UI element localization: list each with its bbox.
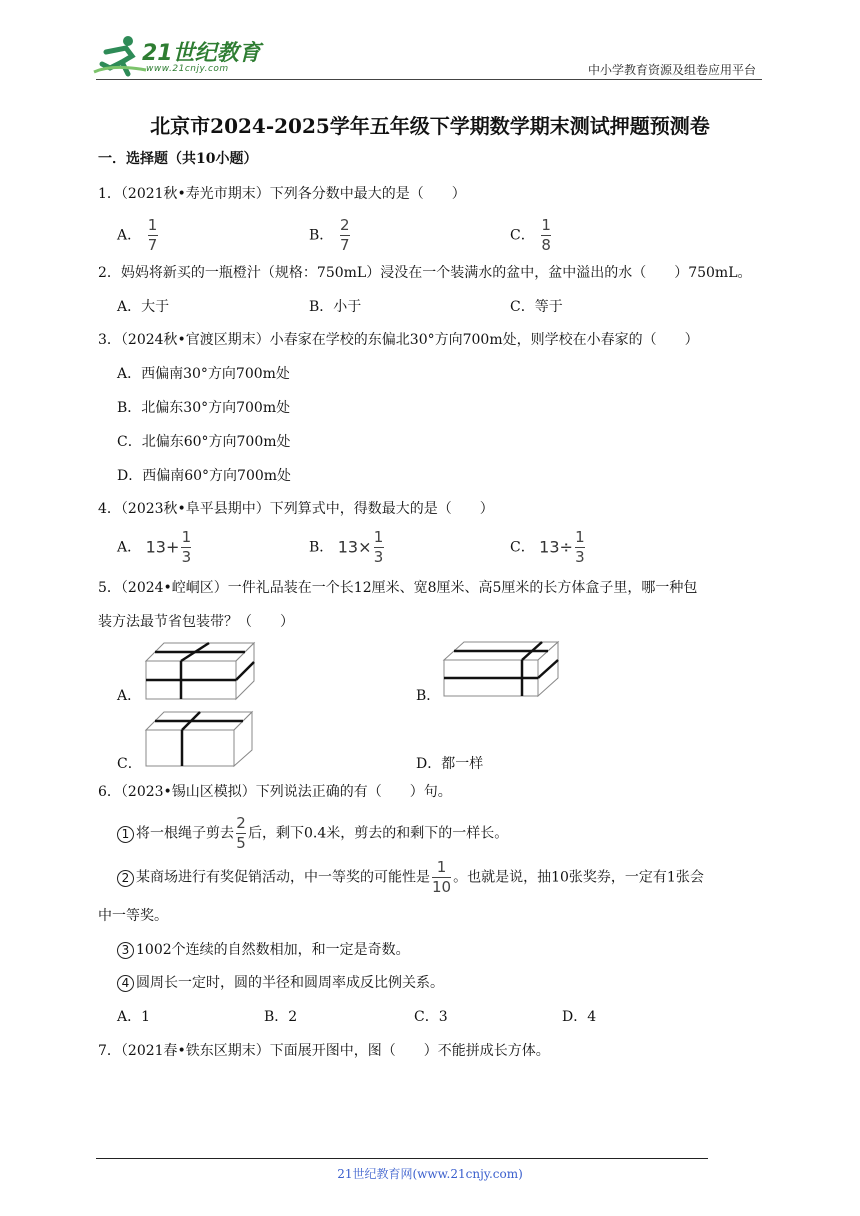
q1-option-c[interactable]: C． $\frac{1}{8}$ xyxy=(510,216,551,254)
box-cross-wrap-figure-a xyxy=(144,641,256,701)
q6-statement-2: 2 某商场进行有奖促销活动，中一等奖的可能性是 $\frac{1}{10}$ 。也就是说，抽10张奖券，一定有1张会 xyxy=(117,860,704,895)
fraction: $\frac{2}{5}$ xyxy=(236,814,246,852)
fraction: $\frac{2}{7}$ xyxy=(339,216,350,254)
q6-statement-3: 3 1002个连续的自然数相加，和一定是奇数。 xyxy=(117,940,410,960)
box-cross-wrap-figure-c xyxy=(144,710,254,768)
box-cross-wrap-figure-b xyxy=(442,640,560,698)
fraction: $\frac{1}{3}$ xyxy=(181,528,192,566)
q4-option-c[interactable]: C． 13÷ $\frac{1}{3}$ xyxy=(510,528,585,566)
footer-text[interactable]: 21世纪教育网(www.21cnjy.com) xyxy=(337,1167,523,1181)
q5-option-d[interactable]: D．都一样 xyxy=(416,756,484,772)
q2-option-c[interactable]: C．等于 xyxy=(510,299,563,315)
fraction: $\frac{1}{7}$ xyxy=(147,216,158,254)
q6-option-c[interactable]: C．3 xyxy=(414,1009,448,1025)
circled-number: 4 xyxy=(117,975,134,992)
footer-rule xyxy=(96,1158,708,1159)
fraction: $\frac{1}{8}$ xyxy=(541,216,551,254)
question-1: 1．（2021秋•寿光市期末）下列各分数中最大的是（ ） xyxy=(98,186,466,202)
q5-option-b[interactable]: B． xyxy=(416,688,441,704)
q1-option-a[interactable]: A． $\frac{1}{7}$ xyxy=(117,216,158,254)
q1-option-b[interactable]: B． $\frac{2}{7}$ xyxy=(309,216,350,254)
fraction: $\frac{1}{3}$ xyxy=(575,528,585,566)
q6-statement-1: 1 将一根绳子剪去 $\frac{2}{5}$ 后，剩下0.4米，剪去的和剩下的一样长。 xyxy=(117,816,508,851)
question-5-line-1: 5．（2024•崆峒区）一件礼品装在一个长12厘米、宽8厘米、高5厘米的长方体盒子里，哪一种包 xyxy=(98,580,698,596)
question-2: 2．妈妈将新买的一瓶橙汁（规格：750mL）浸没在一个装满水的盆中，盆中溢出的水（ ）750mL。 xyxy=(98,265,752,281)
q6-statement-2-cont: 中一等奖。 xyxy=(98,908,168,924)
q3-option-c[interactable]: C．北偏东60°方向700m处 xyxy=(117,434,291,450)
logo-text: 21世纪教育 xyxy=(142,41,261,66)
logo-url: www.21cnjy.com xyxy=(146,64,229,74)
page-title: 北京市2024-2025学年五年级下学期数学期末测试押题预测卷 xyxy=(150,114,710,138)
q6-option-d[interactable]: D．4 xyxy=(562,1009,597,1025)
header-logo xyxy=(92,34,262,78)
question-3: 3．（2024秋•官渡区期末）小春家在学校的东偏北30°方向700m处，则学校在小春家的（ ） xyxy=(98,332,699,348)
q6-option-a[interactable]: A．1 xyxy=(117,1009,151,1025)
fraction: $\frac{1}{3}$ xyxy=(373,528,384,566)
question-7: 7．（2021春•铁东区期末）下面展开图中，图（ ）不能拼成长方体。 xyxy=(98,1043,550,1059)
circled-number: 1 xyxy=(117,826,134,843)
q3-option-b[interactable]: B．北偏东30°方向700m处 xyxy=(117,400,291,416)
section-heading: 一．选择题（共10小题） xyxy=(98,151,258,167)
runner-logo-icon xyxy=(92,34,148,78)
question-4: 4．（2023秋•阜平县期中）下列算式中，得数最大的是（ ） xyxy=(98,501,494,517)
q3-option-a[interactable]: A．西偏南30°方向700m处 xyxy=(117,366,290,382)
fraction: $\frac{1}{10}$ xyxy=(432,858,452,896)
question-6: 6．（2023•锡山区模拟）下列说法正确的有（ ）句。 xyxy=(98,784,452,800)
q5-option-c[interactable]: C． xyxy=(117,756,142,772)
q2-option-b[interactable]: B．小于 xyxy=(309,299,362,315)
q3-option-d[interactable]: D．西偏南60°方向700m处 xyxy=(117,468,292,484)
question-5-line-2: 装方法最节省包装带？（ ） xyxy=(98,614,294,630)
header-rule xyxy=(96,79,762,80)
q6-option-b[interactable]: B．2 xyxy=(264,1009,298,1025)
circled-number: 3 xyxy=(117,942,134,959)
q4-option-b[interactable]: B． 13× $\frac{1}{3}$ xyxy=(309,528,384,566)
circled-number: 2 xyxy=(117,870,134,887)
q5-option-a[interactable]: A． xyxy=(117,688,142,704)
header-right-text: 中小学教育资源及组卷应用平台 xyxy=(587,63,756,77)
q2-option-a[interactable]: A．大于 xyxy=(117,299,170,315)
q4-option-a[interactable]: A． 13+ $\frac{1}{3}$ xyxy=(117,528,192,566)
q6-statement-4: 4 圆周长一定时，圆的半径和圆周率成反比例关系。 xyxy=(117,973,444,993)
